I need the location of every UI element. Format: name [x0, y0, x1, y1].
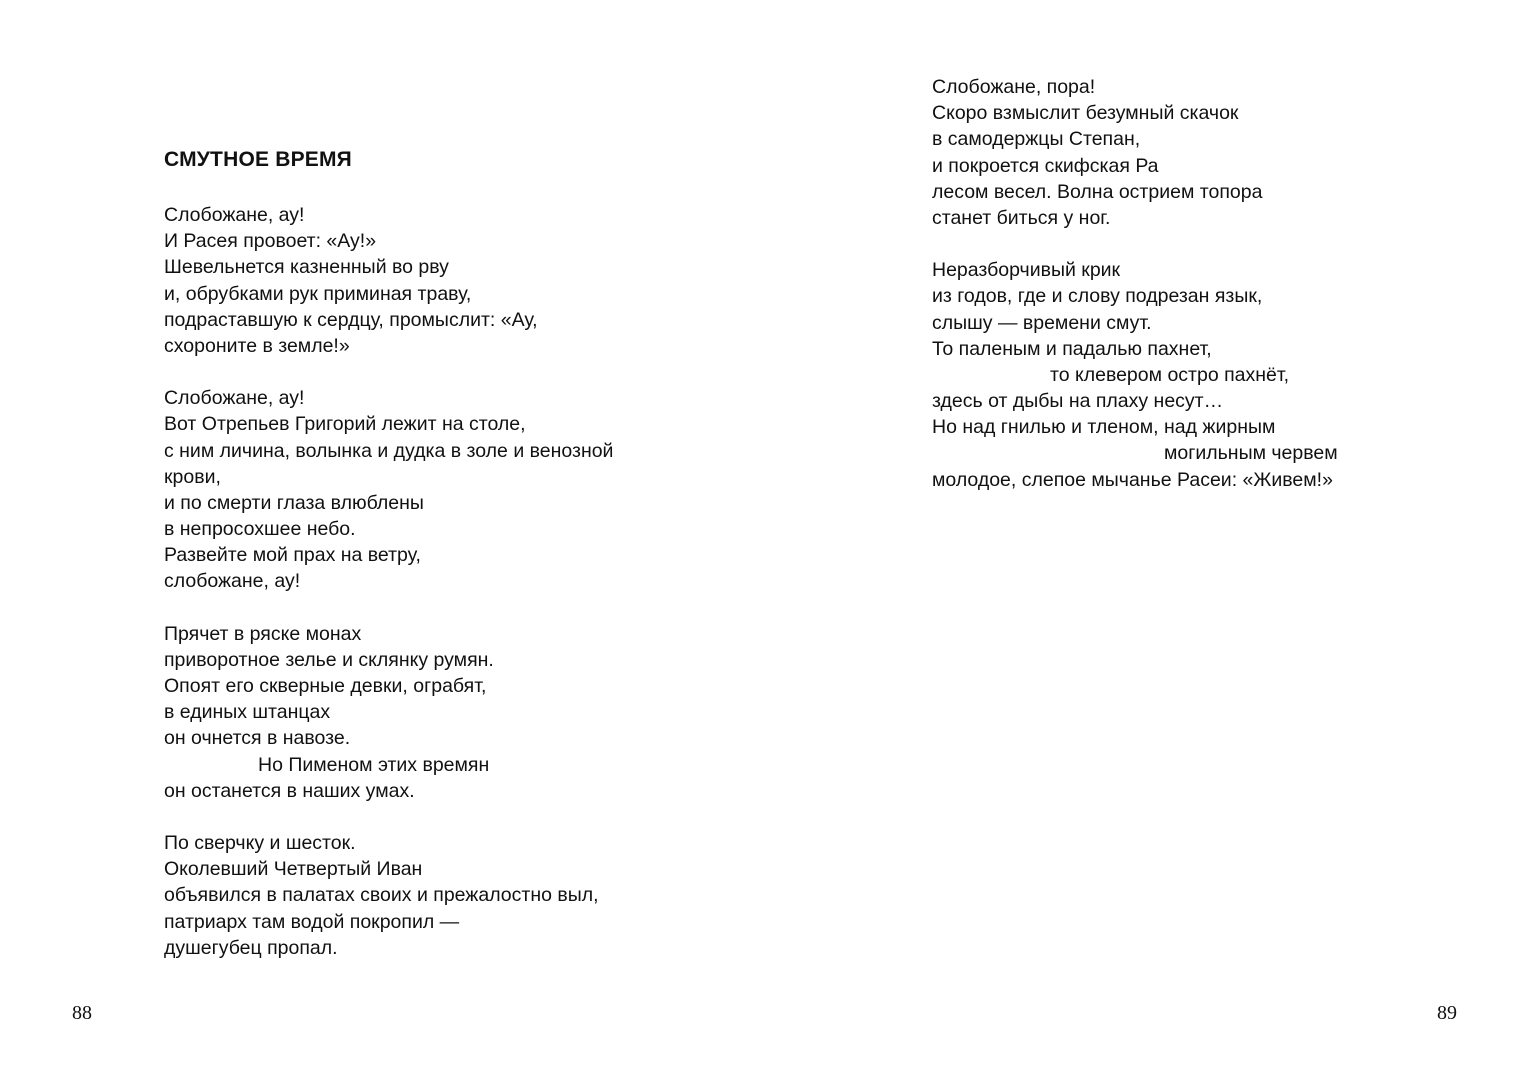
poem-line: Слобожане, ау!: [164, 387, 305, 410]
poem-line: могильным червем: [1164, 442, 1338, 465]
poem-line: То паленым и падалью пахнет,: [932, 337, 1212, 360]
right-page: [770, 0, 1539, 1080]
poem-line: лесом весел. Волна острием топора: [932, 180, 1263, 203]
poem-line: Слобожане, пора!: [932, 76, 1096, 98]
poem-line: Неразборчивый крик: [932, 259, 1121, 282]
poem-line: здесь от дыбы на плаху несут…: [932, 390, 1224, 413]
page-number: 88: [72, 1002, 92, 1024]
poem-line: слышу — времени смут.: [932, 311, 1152, 334]
poem-line: подраставшую к сердцу, промыслит: «Ау,: [164, 308, 538, 331]
poem-line: И Расея провоет: «Ау!»: [164, 230, 377, 253]
page-number: 89: [1437, 1002, 1457, 1024]
poem-line: то клевером остро пахнёт,: [1050, 363, 1290, 386]
stanza: [164, 830, 684, 961]
poem-line: патриарх там водой покропил —: [164, 910, 460, 933]
poem-line: Вот Отрепьев Григорий лежит на столе,: [164, 413, 526, 436]
stanza: [932, 74, 1452, 231]
poem-line: с ним личина, волынка и дудка в золе и венозной крови,: [164, 439, 614, 488]
stanza: [164, 621, 684, 804]
poem-line: схороните в земле!»: [164, 334, 350, 357]
poem-line: Скоро взмыслит безумный скачок: [932, 102, 1239, 125]
poem-line: и покроется скифская Ра: [932, 154, 1159, 177]
poem-line: Развейте мой прах на ветру,: [164, 544, 421, 567]
stanza: [164, 202, 684, 359]
poem-line: он останется в наших умах.: [164, 779, 415, 802]
poem-line: и по смерти глаза влюблены: [164, 491, 424, 514]
poem-line: Но Пименом этих времян: [258, 753, 490, 776]
poem-line: душегубец пропал.: [164, 936, 338, 959]
poem-line: Опоят его скверные девки, ограбят,: [164, 675, 487, 698]
poem-title: СМУТНОЕ ВРЕМЯ: [164, 148, 352, 171]
stanza: [164, 385, 684, 595]
poem-line: объявился в палатах своих и прежалостно выл,: [164, 884, 599, 907]
poem-line: Шевельнется казненный во рву: [164, 256, 449, 279]
poem-line: слобожане, ау!: [164, 570, 301, 593]
poem-line: Околевший Четвертый Иван: [164, 858, 423, 881]
poem-text-left: [164, 202, 684, 987]
poem-line: приворотное зелье и склянку румян.: [164, 648, 494, 671]
poem-line: Слобожане, ау!: [164, 204, 305, 226]
poem-line: в единых штанцах: [164, 701, 331, 724]
stanza: [932, 257, 1452, 493]
poem-line: По сверчку и шесток.: [164, 831, 356, 854]
poem-line: Прячет в ряске монах: [164, 622, 362, 645]
poem-line: он очнется в навозе.: [164, 727, 351, 750]
poem-line: в непросохшее небо.: [164, 518, 356, 541]
poem-line: в самодержцы Степан,: [932, 128, 1141, 151]
poem-line: Но над гнилью и тленом, над жирным: [932, 416, 1276, 439]
poem-line: станет биться у ног.: [932, 206, 1111, 229]
poem-line: из годов, где и слову подрезан язык,: [932, 285, 1263, 308]
poem-text-right: [932, 74, 1452, 519]
poem-line: молодое, слепое мычанье Расеи: «Живем!»: [932, 468, 1333, 491]
poem-line: и, обрубками рук приминая траву,: [164, 282, 472, 305]
